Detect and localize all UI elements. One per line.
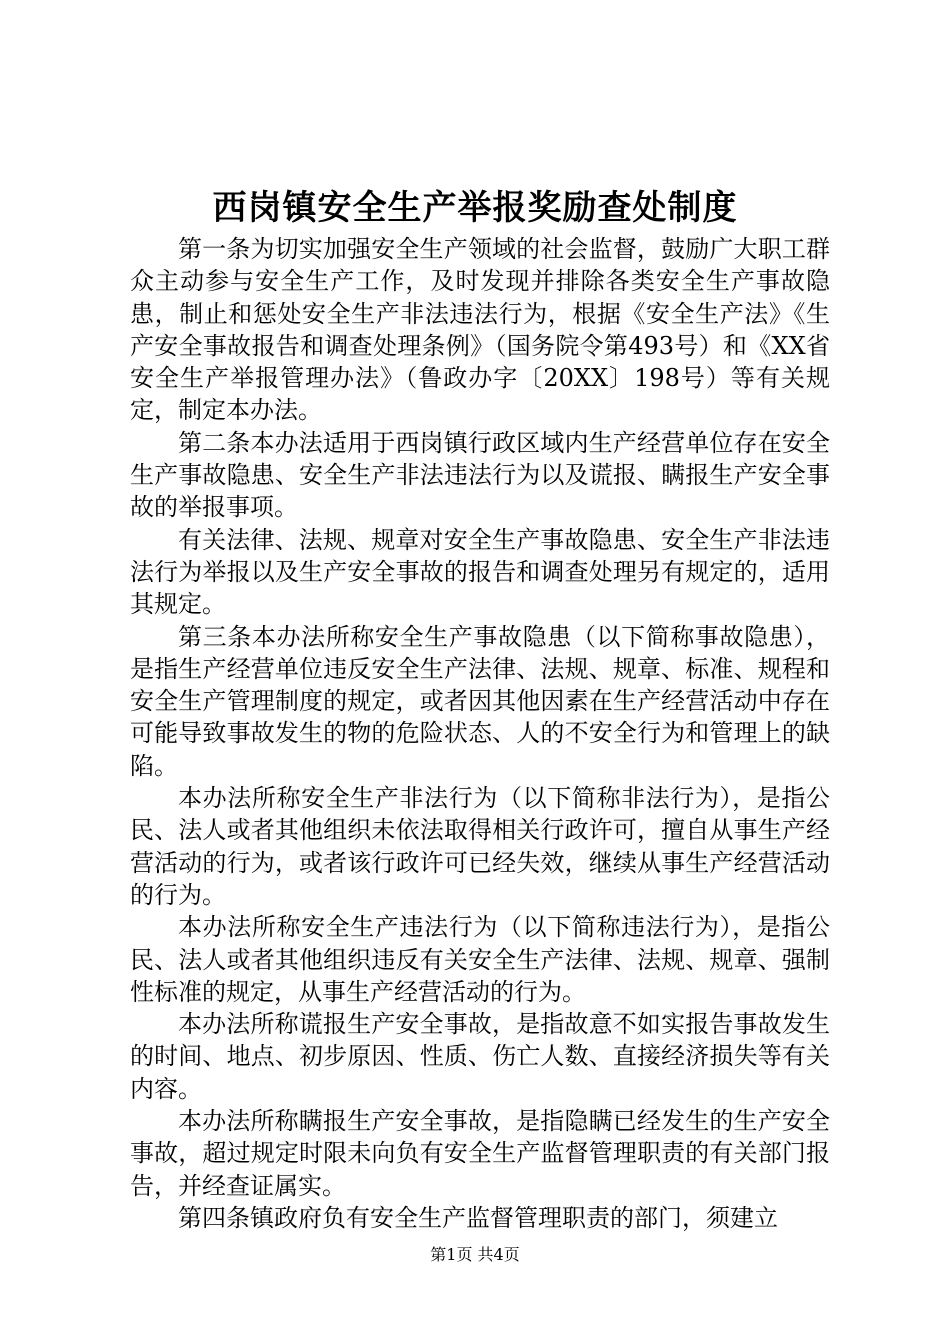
concealed-report-definition-paragraph: 本办法所称瞒报生产安全事故，是指隐瞒已经发生的生产安全事故，超过规定时限未向负有安全生产监督管理职责的有关部门报告，并经查证属实。 [130, 1107, 830, 1200]
violation-definition-paragraph: 本办法所称安全生产违法行为（以下简称违法行为），是指公民、法人或者其他组织违反有关安全生产法律、法规、规章、强制性标准的规定，从事生产经营活动的行为。 [130, 913, 830, 1006]
document-body [130, 233, 830, 1234]
false-report-definition-paragraph: 本办法所称谎报生产安全事故，是指故意不如实报告事故发生的时间、地点、初步原因、性质、伤亡人数、直接经济损失等有关内容。 [130, 1010, 830, 1103]
article-1-paragraph: 第一条为切实加强安全生产领域的社会监督，鼓励广大职工群众主动参与安全生产工作，及时发现并排除各类安全生产事故隐患，制止和惩处安全生产非法违法行为，根据《安全生产法》《生产安全事故报告和调查处理条例》（国务院令第493号）和《XX省安全生产举报管理办法》（鲁政办字〔20XX〕198号）等有关规定，制定本办法。 [130, 235, 830, 425]
page-number-footer: 第1页 共4页 [430, 1245, 520, 1264]
article-3-paragraph: 第三条本办法所称安全生产事故隐患（以下简称事故隐患），是指生产经营单位违反安全生产法律、法规、规章、标准、规程和安全生产管理制度的规定，或者因其他因素在生产经营活动中存在可能导致事故发生的物的危险状态、人的不安全行为和管理上的缺陷。 [130, 622, 830, 780]
article-2-supplement-paragraph: 有关法律、法规、规章对安全生产事故隐患、安全生产非法违法行为举报以及生产安全事故的报告和调查处理另有规定的，适用其规定。 [130, 525, 830, 619]
illegal-act-definition-paragraph: 本办法所称安全生产非法行为（以下简称非法行为），是指公民、法人或者其他组织未依法取得相关行政许可，擅自从事生产经营活动的行为，或者该行政许可已经失效，继续从事生产经营活动的行为。 [130, 784, 830, 909]
article-4-paragraph: 第四条镇政府负有安全生产监督管理职责的部门，须建立 [178, 1203, 778, 1232]
document-title: 西岗镇安全生产举报奖励查处制度 [212, 188, 738, 228]
article-2-paragraph: 第二条本办法适用于西岗镇行政区域内生产经营单位存在安全生产事故隐患、安全生产非法违法行为以及谎报、瞒报生产安全事故的举报事项。 [130, 428, 830, 522]
